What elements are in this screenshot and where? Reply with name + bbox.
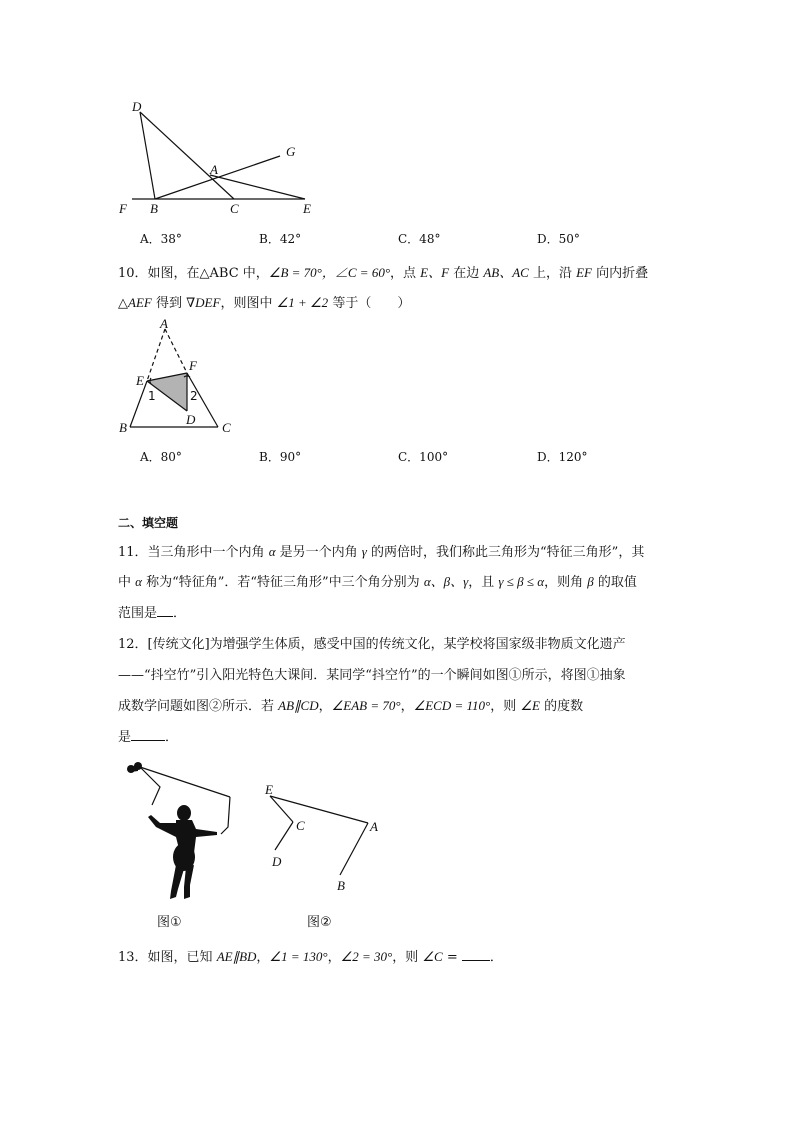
- q13-answer-blank[interactable]: [462, 948, 490, 961]
- caption-figure-1-text: 图①: [157, 915, 182, 930]
- q9-option-b[interactable]: B．42°: [259, 232, 302, 246]
- dashed-ae: [147, 329, 165, 381]
- label-d: D: [132, 99, 142, 114]
- label-e: E: [265, 782, 273, 797]
- person-silhouette-icon: [148, 805, 217, 899]
- label-b: B: [119, 420, 127, 435]
- q10-line-2: △AEF 得到 ∇DEF，则图中 ∠1 + ∠2 等于（ ）: [118, 295, 411, 311]
- q13-line: 13．如图，已知 AE∥BD，∠1 = 130°，∠2 = 30°，则 ∠C = ．: [118, 949, 503, 965]
- label-e: E: [303, 201, 311, 216]
- figure-q10: [110, 315, 250, 440]
- q10-option-a[interactable]: A．80°: [140, 450, 182, 464]
- q10-option-d[interactable]: D．120°: [537, 450, 588, 464]
- q11-line-3: 范围是 ．: [118, 606, 187, 621]
- q10-option-c[interactable]: C．100°: [398, 450, 449, 464]
- label-e: E: [136, 373, 144, 388]
- q10-line-1: 10．如图，在△ABC 中，∠B = 70°，∠C = 60°，点 E、F 在边 AB、AC 上，沿 EF 向内折叠: [118, 265, 649, 281]
- label-f: F: [189, 358, 197, 373]
- right-stick: [221, 797, 230, 834]
- q9-option-c[interactable]: C．48°: [398, 232, 441, 246]
- label-b: B: [337, 878, 345, 893]
- segment-cd: [275, 822, 293, 850]
- figure-q9: [110, 95, 310, 220]
- q12-answer-blank[interactable]: [131, 728, 165, 741]
- label-b: B: [150, 201, 158, 216]
- label-c: C: [230, 201, 239, 216]
- label-a: A: [370, 819, 378, 834]
- label-a: A: [160, 316, 168, 331]
- label-d: D: [186, 412, 196, 427]
- section-heading: 二、填空题: [118, 516, 179, 530]
- q9-option-a[interactable]: A．38°: [140, 232, 182, 246]
- q10-option-b[interactable]: B．90°: [259, 450, 302, 464]
- figure-abstraction: [260, 780, 390, 900]
- q12-line-1: 12．[传统文化]为增强学生体质，感受中国的传统文化，某学校将国家级非物质文化遗产: [118, 637, 626, 652]
- label-g: G: [286, 144, 296, 159]
- label-f: F: [119, 201, 127, 216]
- label-angle-1: 1: [148, 389, 156, 403]
- string: [140, 767, 230, 797]
- caption-figure-2: 图②: [307, 915, 332, 930]
- segment-dc: [140, 112, 234, 199]
- label-c: C: [296, 818, 305, 833]
- segment-db: [140, 112, 155, 199]
- q12-line-4: 是 ．: [118, 730, 179, 745]
- label-d: D: [272, 854, 282, 869]
- segment-ae: [210, 175, 305, 199]
- segment-ea: [270, 796, 368, 823]
- segment-ab: [340, 823, 368, 875]
- q12-line-2: ——“抖空竹”引入阳光特色大课间．某同学“抖空竹”的一个瞬间如图①所示，将图①抽象: [118, 668, 626, 683]
- label-angle-2: 2: [190, 389, 198, 403]
- label-c: C: [222, 420, 231, 435]
- figure-diabolo-player: [118, 757, 243, 907]
- q9-option-d[interactable]: D．50°: [537, 232, 580, 246]
- q11-line-2: 中 α 称为“特征角”．若“特征三角形”中三个角分别为 α、β、γ，且 γ ≤ β ≤ α，则角 β 的取值: [118, 574, 637, 590]
- q12-line-3: 成数学问题如图②所示．若 AB∥CD，∠EAB = 70°，∠ECD = 110°，则 ∠E 的度数: [118, 698, 584, 714]
- q11-answer-blank[interactable]: [157, 604, 173, 617]
- segment-ec: [270, 796, 293, 822]
- label-a: A: [210, 162, 218, 177]
- q11-line-1: 11．当三角形中一个内角 α 是另一个内角 γ 的两倍时，我们称此三角形为“特征三角形”，其: [118, 544, 645, 560]
- dashed-af: [165, 329, 187, 373]
